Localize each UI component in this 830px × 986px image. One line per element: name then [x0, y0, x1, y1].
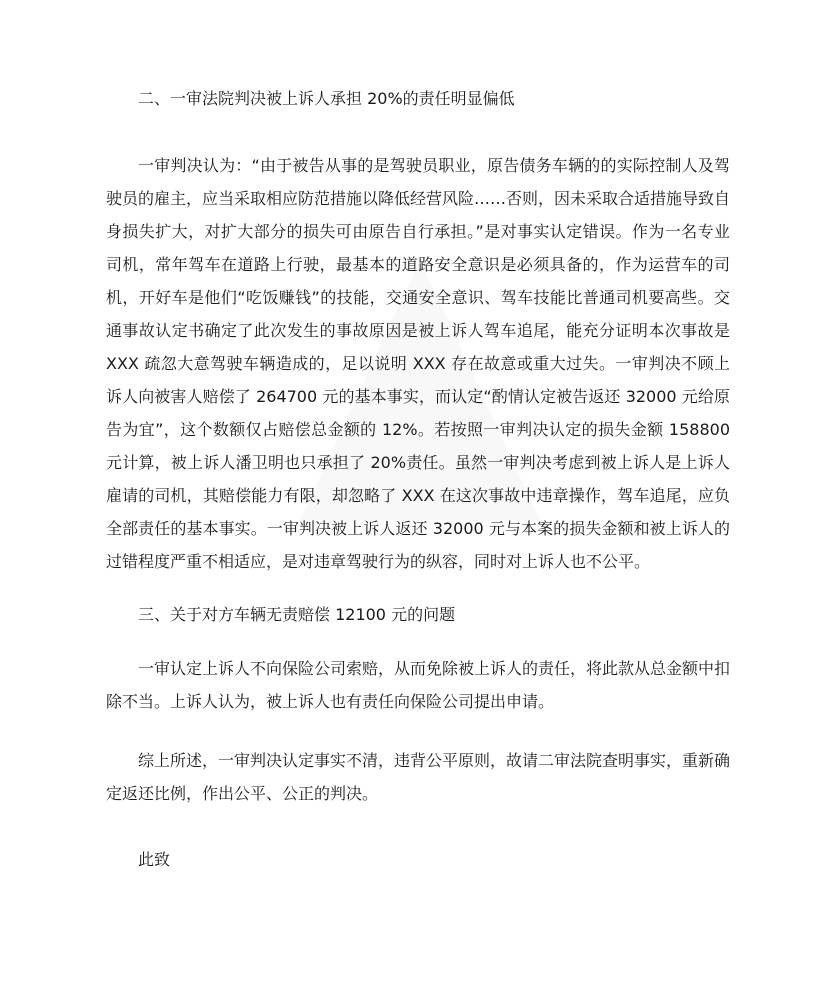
- section-heading-2: 二、一审法院判决被上诉人承担 20%的责任明显偏低: [138, 89, 515, 108]
- closing-salutation: 此致: [138, 850, 171, 869]
- paragraph-first-instance-judgment: 一审判决认为：“由于被告从事的是驾驶员职业，原告债务车辆的的实际控制人及驾驶员的雇主，应当采取相应防范措施以降低经营风险……否则，因未采取合适措施导致自身损失扩大，对扩大部分的损失可由原告自行承担。”是对事实认定错误。作为一名专业司机，常年驾车在道路上行驶，最基本的道路安全意识是必须具备的，作为运营车的司机，开好车是他们“吃饭赚钱”的技能，交通安全意识、驾车技能比普通司机要高些。交通事故认定书确定了此次发生的事故原因是被上诉人驾车追尾，能充分证明本次事故是 XXX 疏忽大意驾驶车辆造成的，足以说明 XXX 存在故意或重大过失。一审判决不顾上诉人向被害人赔偿了 264700 元的基本事实，而认定“酌情认定被告返还 32000 元给原告为宜”，这个数额仅占赔偿总金额的 12%。若按照一审判决认定的损失金额 158800 元计算，被上诉人潘卫明也只承担了 20%责任。虽然一审判决考虑到被上诉人是上诉人雇请的司机，其赔偿能力有限，却忽略了 XXX 在这次事故中违章操作，驾车追尾，应负全部责任的基本事实。一审判决被上诉人返还 32000 元与本案的损失金额和被上诉人的过错程度严重不相适应，是对违章驾驶行为的纵容，同时对上诉人也不公平。: [106, 156, 731, 571]
- section-heading-3: 三、关于对方车辆无责赔偿 12100 元的问题: [138, 605, 456, 624]
- paragraph-conclusion: 综上所述，一审判决认定事实不清，违背公平原则，故请二审法院查明事实，重新确定返还比例，作出公平、公正的判决。: [106, 751, 731, 803]
- paragraph-insurance-claim: 一审认定上诉人不向保险公司索赔，从而免除被上诉人的责任，将此款从总金额中扣除不当。上诉人认为，被上诉人也有责任向保险公司提出申请。: [106, 659, 731, 711]
